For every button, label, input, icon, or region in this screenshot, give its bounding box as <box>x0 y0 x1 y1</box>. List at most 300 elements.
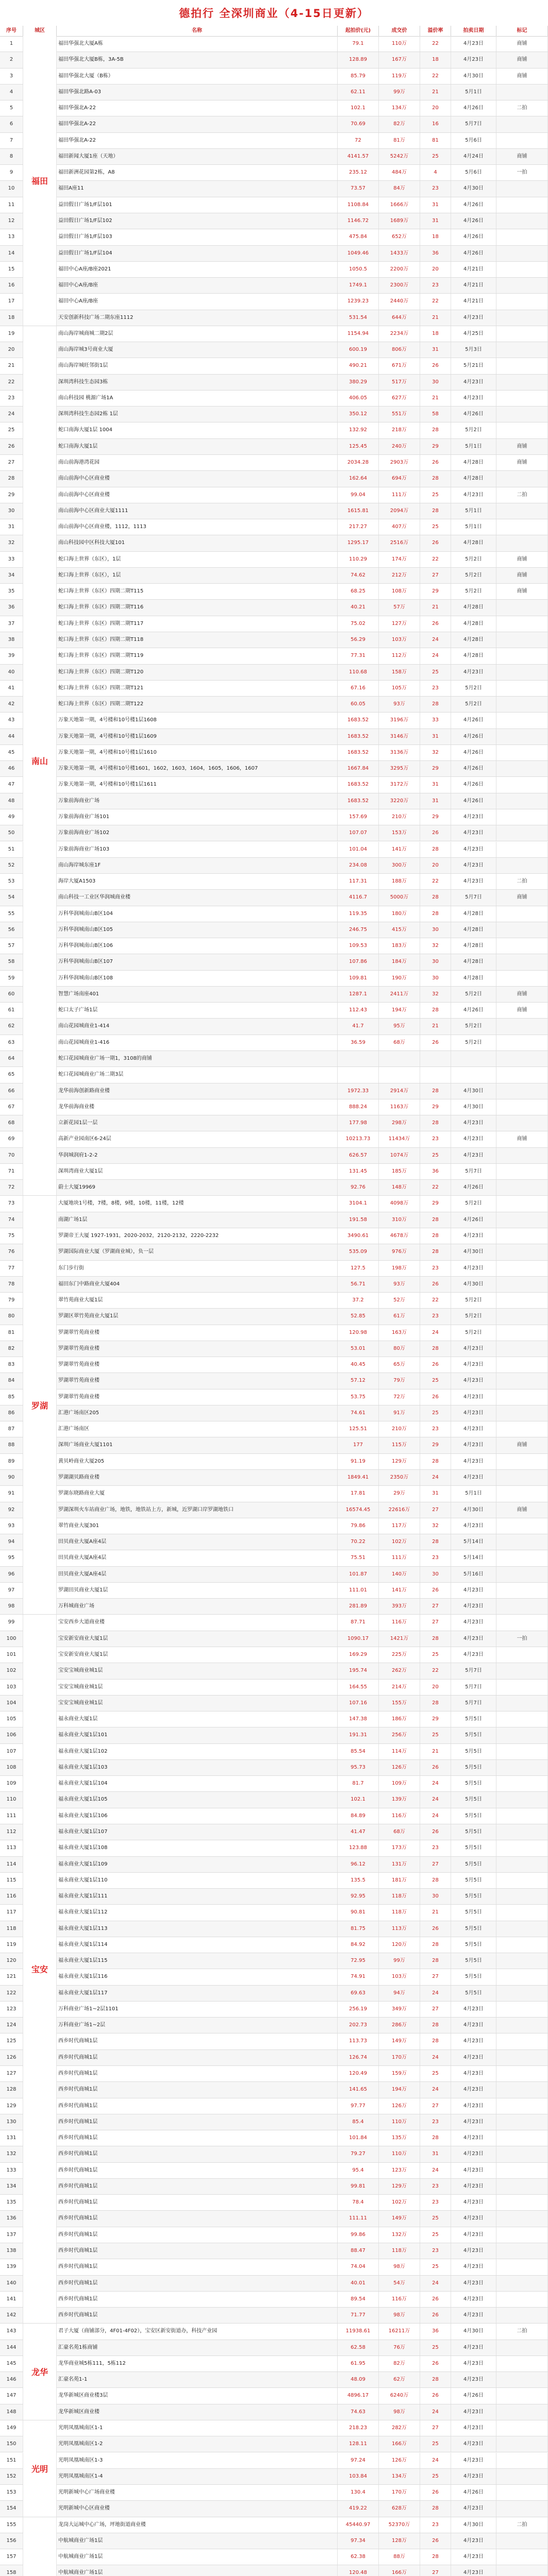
row-premium-rate: 30 <box>420 954 451 970</box>
row-premium-rate: 23 <box>420 1421 451 1437</box>
row-mark: 商铺 <box>496 552 548 567</box>
row-deal-price: 135万 <box>379 2130 420 2146</box>
row-premium-rate: 27 <box>420 1599 451 1614</box>
row-mark <box>496 1711 548 1727</box>
row-index: 107 <box>0 1744 23 1759</box>
row-auction-date: 5月5日 <box>451 1937 496 1953</box>
table-row <box>0 2404 548 2420</box>
table-row <box>0 1035 548 1051</box>
row-premium-rate: 28 <box>420 2130 451 2146</box>
row-premium-rate: 23 <box>420 2179 451 2194</box>
row-index: 16 <box>0 278 23 293</box>
row-deal-price: 2200万 <box>379 262 420 277</box>
row-mark <box>496 2292 548 2307</box>
row-auction-date: 4月30日 <box>451 1099 496 1115</box>
row-index: 129 <box>0 2098 23 2114</box>
row-name: 中航城商业广场1层 <box>57 2533 338 2549</box>
row-mark <box>496 2404 548 2420</box>
row-index: 106 <box>0 1727 23 1743</box>
row-deal-price: 166万 <box>379 2565 420 2576</box>
table-row <box>0 632 548 648</box>
row-auction-date: 4月23日 <box>451 2308 496 2323</box>
table-row <box>0 922 548 938</box>
row-auction-date: 4月23日 <box>451 1131 496 1147</box>
row-mark <box>496 761 548 776</box>
table-row <box>0 2340 548 2356</box>
page-title: 德拍行 全深圳商业（4-15日更新） <box>179 7 369 20</box>
row-name: 宝安西乡大道商业楼 <box>57 1615 338 1630</box>
row-premium-rate: 29 <box>420 809 451 825</box>
row-mark <box>496 375 548 390</box>
row-start-price: 350.12 <box>338 406 379 422</box>
row-name: 万象前海商业广场102 <box>57 825 338 841</box>
row-start-price: 191.31 <box>338 1727 379 1743</box>
table-row <box>0 1067 548 1083</box>
row-mark <box>496 1277 548 1292</box>
row-index: 55 <box>0 906 23 922</box>
row-mark: 一拍 <box>496 1631 548 1647</box>
row-start-price <box>338 1051 379 1066</box>
row-name: 罗湖翠竹苑商业楼 <box>57 1373 338 1388</box>
row-index: 7 <box>0 133 23 148</box>
table-row <box>0 2453 548 2469</box>
row-deal-price: 158万 <box>379 665 420 680</box>
row-start-price: 110.68 <box>338 665 379 680</box>
table-row <box>0 761 548 777</box>
row-name: 立新花园1层一层 <box>57 1115 338 1131</box>
row-premium-rate: 28 <box>420 1953 451 1969</box>
row-index: 27 <box>0 455 23 470</box>
district-cell <box>23 326 57 1196</box>
table-row <box>0 1373 548 1389</box>
row-deal-price: 141万 <box>379 1583 420 1598</box>
row-start-price: 97.77 <box>338 2098 379 2114</box>
row-mark <box>496 2098 548 2114</box>
row-auction-date: 4月26日 <box>451 729 496 744</box>
table-row <box>0 487 548 503</box>
row-start-price: 195.74 <box>338 1663 379 1679</box>
row-name: 罗湖国际商业大厦（罗湖商业城），负一层 <box>57 1244 338 1260</box>
row-start-price: 60.05 <box>338 697 379 712</box>
row-mark <box>496 632 548 648</box>
row-start-price: 37.2 <box>338 1293 379 1308</box>
row-auction-date: 5月2日 <box>451 987 496 1002</box>
table-row <box>0 2436 548 2452</box>
table-row <box>0 52 548 68</box>
row-auction-date: 5月5日 <box>451 1840 496 1856</box>
row-auction-date: 5月5日 <box>451 1986 496 2001</box>
row-mark <box>496 1115 548 1131</box>
row-deal-price: 180万 <box>379 906 420 922</box>
row-auction-date: 4月23日 <box>451 2195 496 2210</box>
row-deal-price: 57万 <box>379 600 420 615</box>
row-start-price: 2034.28 <box>338 455 379 470</box>
row-deal-price: 102万 <box>379 1534 420 1550</box>
table-row <box>0 1470 548 1486</box>
row-start-price: 40.21 <box>338 600 379 615</box>
row-deal-price: 88万 <box>379 2549 420 2565</box>
row-start-price: 56.29 <box>338 632 379 648</box>
row-mark <box>496 2276 548 2291</box>
row-premium-rate: 22 <box>420 294 451 309</box>
row-auction-date: 5月7日 <box>451 1680 496 1695</box>
row-premium-rate: 30 <box>420 922 451 938</box>
table-row <box>0 552 548 568</box>
row-premium-rate: 18 <box>420 229 451 245</box>
row-mark: 商铺 <box>496 1131 548 1147</box>
row-index: 63 <box>0 1035 23 1050</box>
table-row <box>0 1212 548 1228</box>
row-deal-price: 91万 <box>379 1405 420 1421</box>
row-index: 155 <box>0 2517 23 2533</box>
row-name: 深圳广场商业大厦1101 <box>57 1437 338 1453</box>
row-index: 136 <box>0 2211 23 2226</box>
row-start-price: 87.71 <box>338 1615 379 1630</box>
row-deal-price: 52370万 <box>379 2517 420 2533</box>
row-auction-date: 4月23日 <box>451 310 496 326</box>
row-index: 109 <box>0 1776 23 1791</box>
table-row <box>0 342 548 358</box>
row-deal-price: 126万 <box>379 1760 420 1775</box>
table-row <box>0 1454 548 1470</box>
row-name: 宝安宝城商业城1层 <box>57 1696 338 1711</box>
row-name: 深圳湾商业大厦1层 <box>57 1164 338 1179</box>
table-row <box>0 745 548 761</box>
row-name: 福永商业大厦1层103 <box>57 1760 338 1775</box>
row-premium-rate: 18 <box>420 326 451 342</box>
row-deal-price: 186万 <box>379 1711 420 1727</box>
row-mark <box>496 665 548 680</box>
row-premium-rate: 18 <box>420 52 451 67</box>
row-start-price: 1749.1 <box>338 278 379 293</box>
row-index: 110 <box>0 1792 23 1807</box>
row-deal-price: 1666万 <box>379 197 420 213</box>
row-auction-date: 4月23日 <box>451 2340 496 2355</box>
row-index: 132 <box>0 2146 23 2162</box>
row-index: 121 <box>0 1969 23 1985</box>
table-row <box>0 665 548 681</box>
row-deal-price: 170万 <box>379 2050 420 2065</box>
row-premium-rate: 23 <box>420 181 451 196</box>
row-mark <box>496 1261 548 1276</box>
district-label: 罗湖 <box>31 1400 48 1411</box>
row-premium-rate: 32 <box>420 745 451 760</box>
table-row <box>0 1727 548 1743</box>
row-start-price: 191.58 <box>338 1212 379 1228</box>
row-name: 万象前海商业广场 <box>57 793 338 809</box>
row-name: 福田华强北A-22 <box>57 116 338 132</box>
row-deal-price: 407万 <box>379 519 420 535</box>
row-auction-date: 4月28日 <box>451 648 496 664</box>
table-row <box>0 519 548 535</box>
row-premium-rate: 31 <box>420 777 451 792</box>
row-start-price: 132.92 <box>338 422 379 438</box>
table-row <box>0 2356 548 2372</box>
row-start-price: 107.07 <box>338 825 379 841</box>
row-name: 东门步行街 <box>57 1261 338 1276</box>
row-start-price: 48.09 <box>338 2372 379 2387</box>
row-auction-date: 5月6日 <box>451 165 496 180</box>
row-premium-rate: 24 <box>420 2050 451 2065</box>
table-row <box>0 729 548 745</box>
row-auction-date: 4月23日 <box>451 2276 496 2291</box>
table-row <box>0 100 548 116</box>
table-row <box>0 874 548 890</box>
row-premium-rate: 24 <box>420 1986 451 2001</box>
table-row <box>0 2259 548 2275</box>
row-mark: 商铺 <box>496 455 548 470</box>
row-premium-rate: 21 <box>420 391 451 406</box>
row-start-price: 1090.17 <box>338 1631 379 1647</box>
row-index: 80 <box>0 1309 23 1324</box>
row-premium-rate: 22 <box>420 69 451 84</box>
row-mark <box>496 229 548 245</box>
table-row <box>0 1680 548 1696</box>
row-deal-price: 140万 <box>379 1567 420 1582</box>
row-auction-date: 5月2日 <box>451 697 496 712</box>
row-start-price: 177.98 <box>338 1115 379 1131</box>
row-deal-price: 115万 <box>379 1437 420 1453</box>
row-start-price: 74.91 <box>338 1969 379 1985</box>
row-index: 73 <box>0 1196 23 1211</box>
row-index: 126 <box>0 2050 23 2065</box>
row-mark <box>496 213 548 229</box>
row-index: 150 <box>0 2436 23 2452</box>
row-premium-rate: 20 <box>420 262 451 277</box>
row-deal-price: 198万 <box>379 1261 420 1276</box>
row-name: 福田华强北大厦B栋，3A-5B <box>57 52 338 67</box>
row-deal-price: 118万 <box>379 1889 420 1904</box>
row-mark <box>496 1309 548 1324</box>
row-start-price: 67.16 <box>338 681 379 696</box>
row-name: 万象天地第一期，4号楼和10号楼1层1609 <box>57 729 338 744</box>
row-deal-price: 16211万 <box>379 2324 420 2339</box>
row-auction-date: 4月26日 <box>451 1180 496 1195</box>
row-name: 南山前海中心区商业楼，1112，1113 <box>57 519 338 535</box>
row-index: 11 <box>0 197 23 213</box>
row-index: 137 <box>0 2227 23 2243</box>
table-row <box>0 616 548 632</box>
row-deal-price: 3172万 <box>379 777 420 792</box>
row-index: 32 <box>0 535 23 551</box>
row-start-price: 256.19 <box>338 2002 379 2017</box>
row-auction-date: 4月23日 <box>451 487 496 503</box>
row-auction-date: 4月23日 <box>451 2259 496 2275</box>
row-name: 西乡时代商城1层 <box>57 2243 338 2259</box>
row-premium-rate: 27 <box>420 1615 451 1630</box>
row-name: 蛇口海上世界（东区）四期二期T120 <box>57 665 338 680</box>
row-name: 蛇口南海大厦1层 1004 <box>57 422 338 438</box>
row-start-price: 107.16 <box>338 1696 379 1711</box>
row-name: 福田华强北A-22 <box>57 133 338 148</box>
row-start-price: 126.74 <box>338 2050 379 2065</box>
table-row <box>0 2163 548 2179</box>
row-auction-date: 5月5日 <box>451 1760 496 1775</box>
row-premium-rate: 31 <box>420 213 451 229</box>
row-premium-rate: 31 <box>420 342 451 358</box>
row-deal-price: 256万 <box>379 1727 420 1743</box>
row-index: 22 <box>0 375 23 390</box>
row-mark <box>496 310 548 326</box>
table-row <box>0 1567 548 1583</box>
row-name: 天安创新科技广场二期东座1112 <box>57 310 338 326</box>
table-row <box>0 1083 548 1099</box>
row-start-price: 123.88 <box>338 1840 379 1856</box>
table-row <box>0 1437 548 1453</box>
row-start-price: 88.47 <box>338 2243 379 2259</box>
row-index: 116 <box>0 1889 23 1904</box>
row-premium-rate: 25 <box>420 1373 451 1388</box>
row-name: 福田华强北大厦A栋 <box>57 36 338 52</box>
row-premium-rate <box>420 1051 451 1066</box>
table-row <box>0 2501 548 2517</box>
idx-header: 序号 <box>0 26 23 36</box>
row-start-price: 70.22 <box>338 1534 379 1550</box>
table-row <box>0 793 548 809</box>
row-auction-date: 4月23日 <box>451 2533 496 2549</box>
row-name: 汇港广场南区 <box>57 1421 338 1437</box>
row-premium-rate: 23 <box>420 681 451 696</box>
row-start-price: 1683.52 <box>338 793 379 809</box>
row-name: 南山前海港湾花园 <box>57 455 338 470</box>
row-premium-rate: 32 <box>420 987 451 1002</box>
row-auction-date: 4月26日 <box>451 197 496 213</box>
row-index: 49 <box>0 809 23 825</box>
row-index: 6 <box>0 116 23 132</box>
row-mark <box>496 1696 548 1711</box>
row-mark <box>496 181 548 196</box>
row-premium-rate: 36 <box>420 2324 451 2339</box>
table-row <box>0 2033 548 2049</box>
row-start-price: 90.81 <box>338 1905 379 1920</box>
row-premium-rate: 28 <box>420 1244 451 1260</box>
row-name: 汇港广场南区205 <box>57 1405 338 1421</box>
row-premium-rate: 28 <box>420 1003 451 1018</box>
row-name: 宝安宝城商业城1层 <box>57 1663 338 1679</box>
row-auction-date: 4月23日 <box>451 2420 496 2436</box>
row-deal-price: 671万 <box>379 358 420 374</box>
row-mark <box>496 1969 548 1985</box>
row-start-price: 4116.7 <box>338 890 379 905</box>
row-auction-date: 4月23日 <box>451 1373 496 1388</box>
row-deal-price: 185万 <box>379 1164 420 1179</box>
row-index: 141 <box>0 2292 23 2307</box>
row-index: 37 <box>0 616 23 632</box>
row-premium-rate: 26 <box>420 1921 451 1937</box>
table-row <box>0 648 548 664</box>
row-auction-date: 4月23日 <box>451 2114 496 2130</box>
row-deal-price: 94万 <box>379 1986 420 2001</box>
row-name: 罗湖区翠竹苑商业大厦1层 <box>57 1309 338 1324</box>
row-auction-date: 4月23日 <box>451 825 496 841</box>
row-premium-rate: 26 <box>420 825 451 841</box>
row-mark <box>496 1389 548 1405</box>
row-deal-price: 2903万 <box>379 455 420 470</box>
row-name: 福永商业大厦1层117 <box>57 1986 338 2001</box>
row-auction-date: 4月26日 <box>451 1003 496 1018</box>
row-name: 万科华润城南山B区106 <box>57 938 338 954</box>
row-auction-date: 4月23日 <box>451 1518 496 1534</box>
row-name: 汇豪名苑1-1 <box>57 2372 338 2387</box>
table-row <box>0 809 548 825</box>
table-row <box>0 2227 548 2243</box>
row-start-price: 17.81 <box>338 1486 379 1501</box>
row-mark: 商铺 <box>496 890 548 905</box>
row-mark <box>496 2033 548 2049</box>
row-name: 黄贝岭商业大厦205 <box>57 1454 338 1469</box>
row-name: 万象天地第一期，4号楼和10号楼1层1611 <box>57 777 338 792</box>
row-index: 48 <box>0 793 23 809</box>
row-deal-price: 282万 <box>379 2420 420 2436</box>
row-index: 19 <box>0 326 23 342</box>
row-name: 南湖广场1层 <box>57 1212 338 1228</box>
row-auction-date: 4月23日 <box>451 2565 496 2576</box>
row-premium-rate: 25 <box>420 2227 451 2243</box>
row-premium-rate: 23 <box>420 1131 451 1147</box>
row-premium-rate: 22 <box>420 552 451 567</box>
row-index: 88 <box>0 1437 23 1453</box>
row-auction-date: 4月23日 <box>451 2163 496 2178</box>
table-row <box>0 1099 548 1115</box>
row-premium-rate: 25 <box>420 2340 451 2355</box>
row-premium-rate: 28 <box>420 906 451 922</box>
row-mark <box>496 535 548 551</box>
row-start-price: 1849.41 <box>338 1470 379 1485</box>
row-premium-rate: 31 <box>420 729 451 744</box>
row-auction-date: 4月28日 <box>451 616 496 632</box>
row-auction-date: 4月30日 <box>451 2324 496 2339</box>
row-index: 143 <box>0 2324 23 2339</box>
row-name: 龙华商业城5栋111，5栋112 <box>57 2356 338 2371</box>
row-start-price: 4896.17 <box>338 2388 379 2403</box>
row-deal-price: 1433万 <box>379 246 420 261</box>
row-start-price: 92.76 <box>338 1180 379 1195</box>
row-mark <box>496 793 548 809</box>
row-premium-rate: 28 <box>420 2549 451 2565</box>
table-row <box>0 1631 548 1647</box>
row-mark <box>496 954 548 970</box>
row-auction-date: 4月28日 <box>451 471 496 486</box>
row-mark <box>496 2146 548 2162</box>
row-index: 58 <box>0 954 23 970</box>
date-header: 拍卖日期 <box>451 26 496 36</box>
row-auction-date: 4月26日 <box>451 761 496 776</box>
row-mark <box>496 1873 548 1888</box>
row-index: 108 <box>0 1760 23 1775</box>
district-cell <box>23 2517 57 2576</box>
table-row <box>0 1663 548 1679</box>
row-premium-rate: 23 <box>420 2114 451 2130</box>
row-auction-date: 5月5日 <box>451 1889 496 1904</box>
row-premium-rate: 29 <box>420 439 451 454</box>
row-name: 龙华新城区商业楼 <box>57 2404 338 2420</box>
row-deal-price: 98万 <box>379 2259 420 2275</box>
row-auction-date: 4月23日 <box>451 2549 496 2565</box>
row-index: 56 <box>0 922 23 938</box>
row-deal-price: 139万 <box>379 1792 420 1807</box>
row-start-price: 111.01 <box>338 1583 379 1598</box>
row-premium-rate: 28 <box>420 1937 451 1953</box>
table-row <box>0 1953 548 1969</box>
row-mark <box>496 2130 548 2146</box>
row-start-price: 535.09 <box>338 1244 379 1260</box>
row-auction-date: 5月5日 <box>451 1727 496 1743</box>
row-index: 29 <box>0 487 23 503</box>
row-mark <box>496 2533 548 2549</box>
row-index: 38 <box>0 632 23 648</box>
table-row <box>0 600 548 616</box>
row-mark <box>496 84 548 100</box>
